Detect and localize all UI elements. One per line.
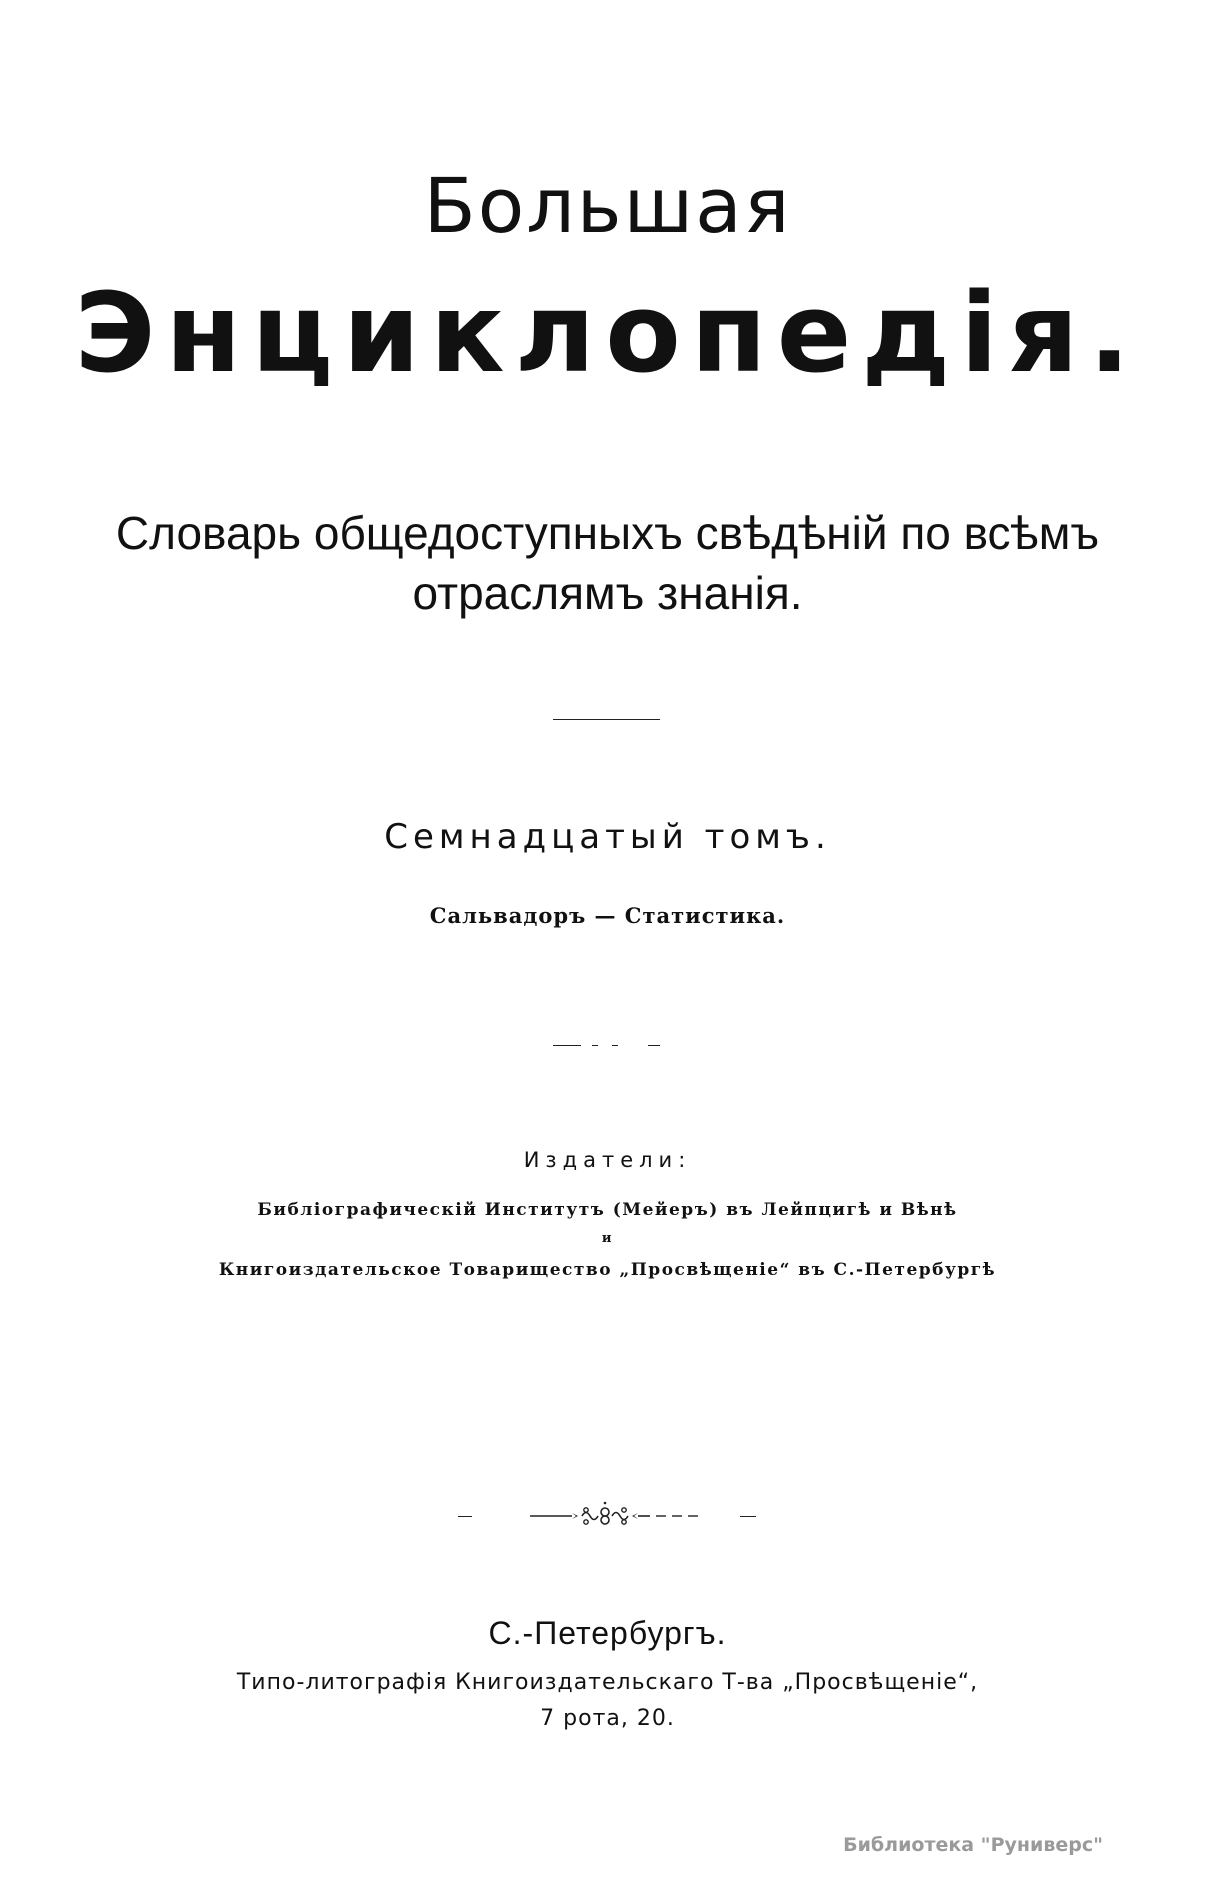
divider-rule-middle-segment (592, 1045, 598, 1046)
publisher-second: Книгоиздательское Товарищество „Просвѣщеніе“ въ С.-Петербургѣ (218, 1260, 997, 1280)
publishers-label: Издатели: (523, 1148, 692, 1172)
title-line-2: Энциклопедія. (74, 269, 1141, 397)
subtitle-line-1: Словарь общедоступныхъ свѣдѣній по всѣмъ (115, 507, 1100, 559)
library-watermark: Библиотека "Руниверс" (843, 1834, 1103, 1856)
divider-rule-middle-segment (648, 1045, 660, 1046)
volume-label: Семнадцатый томъ. (384, 817, 831, 857)
imprint-address: 7 рота, 20. (540, 1706, 675, 1731)
publisher-conjunction: и (601, 1231, 614, 1246)
volume-range: Сальвадоръ — Статистика. (429, 903, 786, 928)
imprint-city: С.-Петербургъ. (488, 1615, 727, 1651)
divider-rule-middle-segment (553, 1045, 581, 1046)
divider-rule-top (553, 719, 660, 720)
divider-rule-middle-segment (612, 1045, 618, 1046)
imprint-printer: Типо-литографія Книгоиздательскаго Т-ва „Просвѣщеніе“, (236, 1670, 979, 1695)
title-line-1: Большая (423, 161, 792, 250)
fleuron-ornament-icon (450, 1500, 770, 1530)
subtitle-line-2: отраслямъ знанія. (412, 567, 803, 619)
publisher-first: Библіографическій Институтъ (Мейеръ) въ Лейпцигѣ и Вѣнѣ (257, 1200, 958, 1220)
